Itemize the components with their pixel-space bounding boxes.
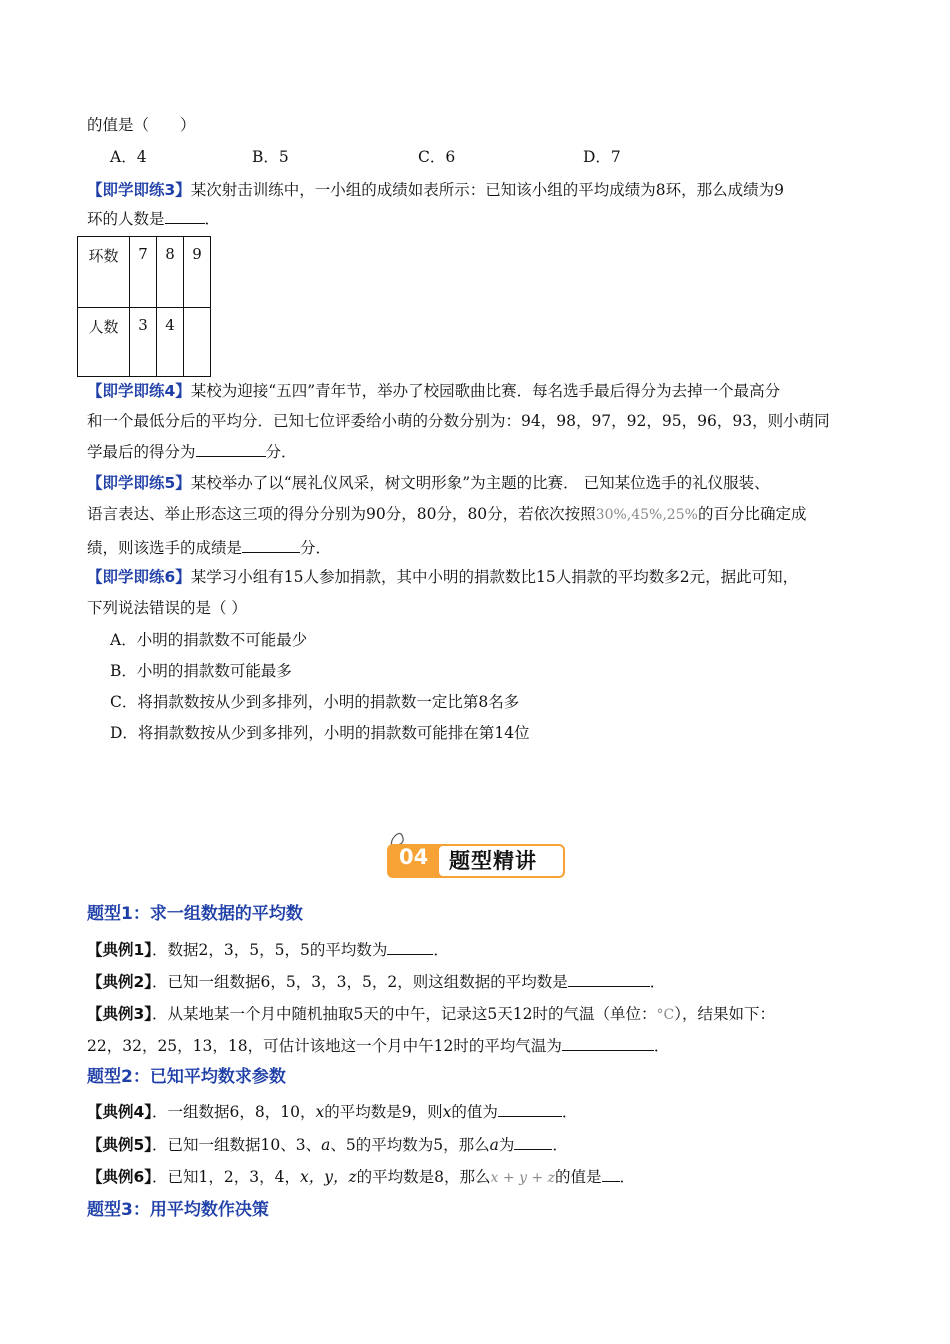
example-text: 、5的平均数为5，那么 [330, 1136, 490, 1154]
punct: ． [561, 1103, 578, 1121]
punct: ． [649, 973, 666, 991]
choice-a[interactable]: A．4 [110, 148, 147, 166]
question-tail: 的值是（ ） [87, 116, 196, 134]
punct: ． [552, 1136, 568, 1154]
exercise-5-line2 [87, 503, 806, 526]
example-text: 的平均数是9，则 [324, 1103, 443, 1121]
answer-blank[interactable] [387, 938, 433, 955]
example-3-line1 [87, 1003, 775, 1026]
example-5 [87, 1133, 568, 1156]
answer-blank[interactable] [196, 440, 266, 457]
answer-blank[interactable] [568, 970, 650, 987]
option-c[interactable]: C．将捐款数按从少到多排列，小明的捐款数一定比第8名多 [110, 693, 520, 711]
example-1 [87, 938, 449, 961]
choice-c[interactable]: C．6 [418, 148, 456, 166]
variable: x [315, 1103, 325, 1121]
answer-blank[interactable] [242, 536, 300, 553]
answer-blank[interactable] [562, 1034, 654, 1051]
punct: ． [204, 210, 221, 228]
example-tag: 【典例4】 [87, 1103, 153, 1121]
example-tag: 【典例6】 [87, 1168, 153, 1186]
table-cell: 8 [157, 237, 184, 308]
example-text: 22，32，25，13，18，可估计该地这一个月中午12时的平均气温为 [87, 1037, 562, 1055]
variable: a [489, 1136, 499, 1154]
example-text: ．一组数据6，8，10， [152, 1103, 316, 1121]
example-3-line2 [87, 1034, 669, 1057]
example-text: 的平均数是8，那么 [356, 1168, 491, 1186]
example-6 [87, 1165, 635, 1189]
exercise-4-line2: 和一个最低分后的平均分．已知七位评委给小萌的分数分别为：94，98，97，92，95，96，93，则小萌同 [87, 412, 830, 430]
exercise-3-line1 [87, 179, 784, 201]
exercise-text: 某校举办了以“展礼仪风采，树文明形象”为主题的比赛． 已知某位选手的礼仪服装、 [190, 474, 770, 492]
example-text: 的值为 [451, 1103, 498, 1121]
example-text: ．数据2，3，5，5，5的平均数为 [152, 941, 388, 959]
example-text: ．已知一组数据6，5，3，3，5，2，则这组数据的平均数是 [152, 973, 568, 991]
section-banner [387, 832, 567, 878]
variable: x [442, 1103, 452, 1121]
exercise-tag: 【即学即练6】 [87, 568, 191, 586]
variable: a [321, 1136, 331, 1154]
example-4 [87, 1100, 577, 1123]
example-text: 的值是 [555, 1168, 602, 1186]
type3-title: 题型3：用平均数作决策 [87, 1200, 269, 1220]
table-cell: 4 [157, 308, 184, 377]
option-a[interactable]: A．小明的捐款数不可能最少 [110, 631, 308, 649]
option-b[interactable]: B．小明的捐款数可能最多 [110, 662, 292, 680]
score-table [77, 236, 211, 377]
unit-symbol: °C [656, 1007, 675, 1023]
punct: 分． [300, 539, 332, 557]
example-text: ），结果如下： [674, 1005, 775, 1023]
table-cell [184, 308, 211, 377]
example-2 [87, 970, 665, 993]
table-cell: 人数 [78, 308, 130, 377]
exercise-text: 某学习小组有15人参加捐款，其中小明的捐款数比15人捐款的平均数多2元，据此可知， [190, 568, 799, 586]
exercise-text: 的百分比确定成 [697, 505, 807, 523]
example-text: ．已知1，2，3，4， [152, 1168, 300, 1186]
banner-title: 题型精讲 [449, 849, 537, 873]
option-d[interactable]: D．将捐款数按从少到多排列，小明的捐款数可能排在第14位 [110, 724, 530, 742]
expression: x + y + z [490, 1170, 555, 1186]
table-cell: 7 [130, 237, 157, 308]
example-text: ．从某地某一个月中随机抽取5天的中午，记录这5天12时的气温（单位： [152, 1005, 657, 1023]
answer-blank[interactable] [165, 207, 205, 224]
exercise-text: 语言表达、举止形态这三项的得分分别为90分，80分，80分，若依次按照 [87, 505, 596, 523]
exercise-tag: 【即学即练5】 [87, 474, 191, 492]
choice-d[interactable]: D．7 [583, 148, 621, 166]
banner-number: 04 [399, 845, 429, 869]
exercise-text: 环的人数是 [87, 210, 165, 228]
example-tag: 【典例2】 [87, 973, 153, 991]
example-tag: 【典例3】 [87, 1005, 153, 1023]
exercise-tag: 【即学即练4】 [87, 382, 191, 400]
exercise-4-line3 [87, 440, 297, 463]
answer-blank[interactable] [498, 1100, 562, 1117]
exercise-text: 某校为迎接“五四”青年节，举办了校园歌曲比赛．每名选手最后得分为去掉一个最高分 [190, 382, 781, 400]
table-cell: 环数 [78, 237, 130, 308]
punct: ． [433, 941, 449, 959]
variables: x，y，z [300, 1168, 357, 1186]
example-text: ．已知一组数据10、3、 [152, 1136, 322, 1154]
exercise-6-line1 [87, 566, 798, 588]
exercise-6-line2: 下列说法错误的是（ ） [87, 599, 247, 617]
exercise-3-line2 [87, 207, 220, 230]
exercise-text: 绩，则该选手的成绩是 [87, 539, 243, 557]
type2-title: 题型2：已知平均数求参数 [87, 1067, 286, 1087]
exercise-text: 某次射击训练中，一小组的成绩如表所示：已知该小组的平均成绩为8环，那么成绩为9 [190, 181, 785, 199]
exercise-5-line1 [87, 472, 770, 494]
choice-b[interactable]: B．5 [252, 148, 289, 166]
exercise-5-line3 [87, 536, 331, 559]
table-cell: 9 [184, 237, 211, 308]
example-tag: 【典例1】 [87, 941, 153, 959]
type1-title: 题型1：求一组数据的平均数 [87, 904, 303, 924]
exercise-text: 学最后的得分为 [87, 443, 196, 461]
punct: ． [619, 1168, 636, 1186]
example-tag: 【典例5】 [87, 1136, 153, 1154]
punct: ． [653, 1037, 670, 1055]
exercise-4-line1 [87, 380, 780, 402]
punct: 分． [265, 443, 297, 461]
exercise-tag: 【即学即练3】 [87, 181, 191, 199]
answer-blank[interactable] [514, 1133, 552, 1150]
example-text: 为 [498, 1136, 515, 1154]
table-cell: 3 [130, 308, 157, 377]
answer-blank[interactable] [602, 1165, 620, 1182]
percent-values: 30%,45%,25% [595, 507, 698, 523]
